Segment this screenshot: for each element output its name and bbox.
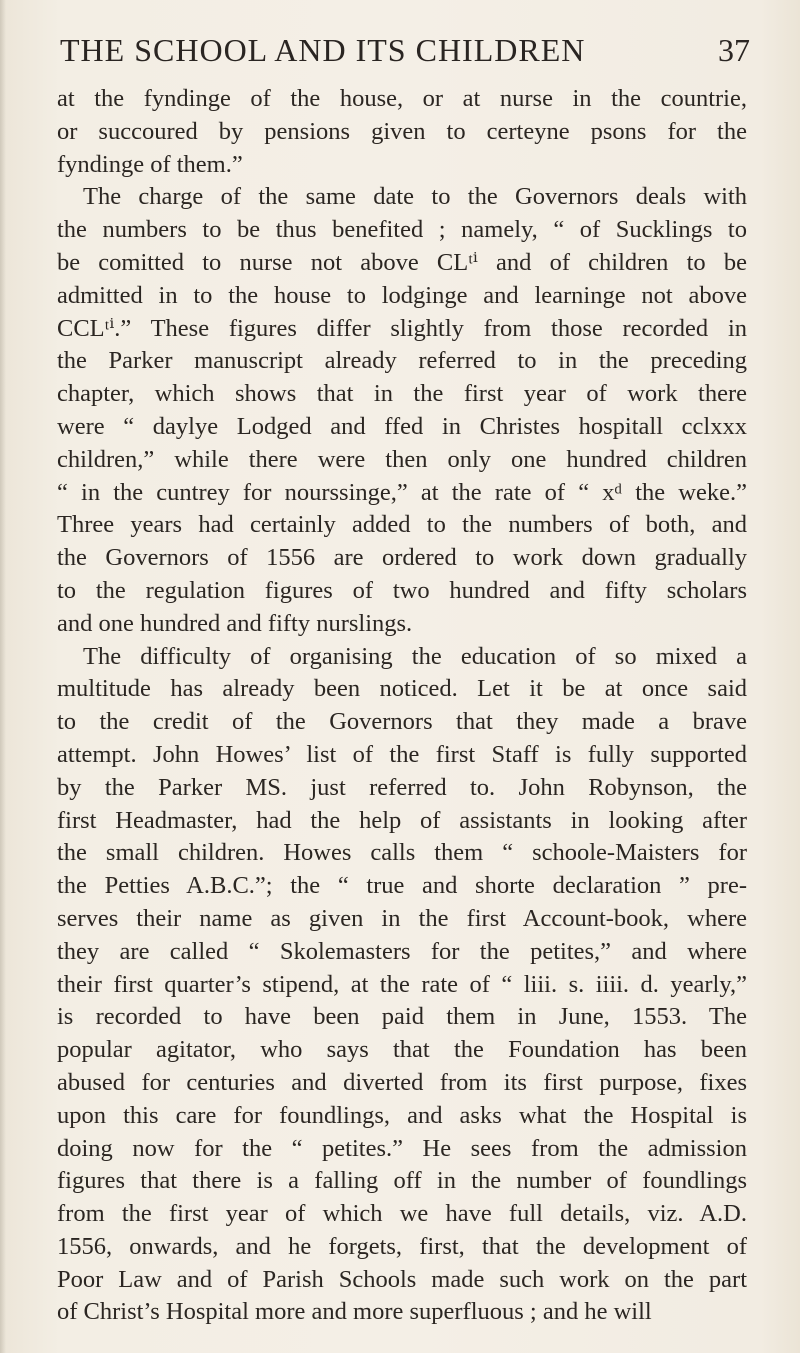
text-line: The charge of the same date to the Governors deals with <box>83 183 747 211</box>
text-line: Poor Law and of Parish Schools made such work on the part <box>57 1265 747 1293</box>
text-line: doing now for the “ petites.” He sees from the admission <box>57 1134 747 1162</box>
text-line: abused for centuries and diverted from its first purpose, fixes <box>57 1068 747 1096</box>
text-line: the Parker manuscript already referred to in the preceding <box>57 347 747 375</box>
text-line: at the fyndinge of the house, or at nurse in the countrie, <box>57 85 747 112</box>
page-number: 37 <box>718 32 750 68</box>
text-line: to the regulation figures of two hundred and fifty scholars <box>57 576 747 604</box>
text-line: the Petties A.B.C.”; the “ true and shorte declaration ” pre- <box>57 872 747 900</box>
text-line: from the first year of which we have full details, viz. A.D. <box>57 1200 747 1228</box>
text-line: chapter, which shows that in the first year of work there <box>57 380 747 408</box>
text-line: the Governors of 1556 are ordered to work down gradually <box>57 544 747 572</box>
text-line: or succoured by pensions given to certeyne psons for the <box>57 117 747 145</box>
text-line: attempt. John Howes’ list of the first Staff is fully supported <box>57 740 747 768</box>
text-line: is recorded to have been paid them in June, 1553. The <box>57 1003 747 1031</box>
text-line: children,” while there were then only one hundred children <box>57 445 747 473</box>
page-header <box>60 32 750 76</box>
text-line: admitted in to the house to lodginge and learninge not above <box>57 281 747 309</box>
gutter-shadow <box>0 0 6 1353</box>
text-line: Three years had certainly added to the numbers of both, and <box>57 511 747 539</box>
text-line: they are called “ Skolemasters for the petites,” and where <box>57 937 747 965</box>
text-line: 1556, onwards, and he forgets, first, that the development of <box>57 1232 747 1260</box>
text-line: by the Parker MS. just referred to. John Robynson, the <box>57 773 747 801</box>
text-line: serves their name as given in the first Account-book, where <box>57 904 747 932</box>
text-line: their first quarter’s stipend, at the rate of “ liii. s. iiii. d. yearly,” <box>57 970 747 998</box>
text-line: CCLᵗⁱ.” These figures differ slightly from those recorded in <box>57 314 747 342</box>
text-line: figures that there is a falling off in the number of foundlings <box>57 1167 747 1195</box>
text-line: popular agitator, who says that the Foundation has been <box>57 1036 747 1064</box>
text-line: upon this care for foundlings, and asks what the Hospital is <box>57 1101 747 1129</box>
text-line: The difficulty of organising the education of so mixed a <box>83 642 747 670</box>
text-line: first Headmaster, had the help of assistants in looking after <box>57 806 747 834</box>
text-line: and one hundred and fifty nurslings. <box>57 609 413 637</box>
text-line: be comitted to nurse not above CLᵗⁱ and of children to be <box>57 248 747 276</box>
running-head: THE SCHOOL AND ITS CHILDREN <box>60 32 586 68</box>
text-line: of Christ’s Hospital more and more superfluous ; and he will <box>57 1298 652 1326</box>
text-line: multitude has already been noticed. Let it be at once said <box>57 675 747 703</box>
body-text <box>57 83 747 1329</box>
text-line: were “ daylye Lodged and ffed in Christes hospitall cclxxx <box>57 412 747 440</box>
text-line: the small children. Howes calls them “ schoole-Maisters for <box>57 839 747 867</box>
text-line: “ in the cuntrey for nourssinge,” at the rate of “ xᵈ the weke.” <box>57 478 747 506</box>
text-line: fyndinge of them.” <box>57 150 243 178</box>
text-line: the numbers to be thus benefited ; namely, “ of Sucklings to <box>57 216 747 244</box>
text-line: to the credit of the Governors that they made a brave <box>57 708 747 736</box>
